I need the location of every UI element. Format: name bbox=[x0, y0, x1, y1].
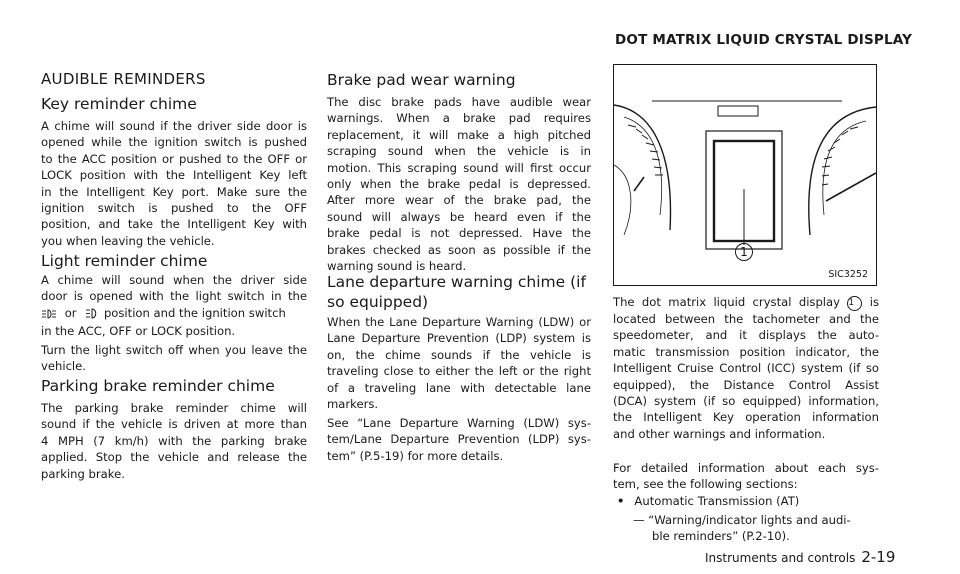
intro-line-1-b: is bbox=[869, 295, 880, 309]
lane-departure-heading bbox=[327, 272, 586, 312]
audible-reminders-title: AUDIBLE REMINDERS bbox=[41, 70, 206, 88]
lane-heading-line-2: so equipped) bbox=[327, 293, 429, 311]
key-line-5: in the Intelligent Key port. Make sure the bbox=[41, 184, 307, 199]
brake-line-1: The disc brake pads have audible wear bbox=[327, 95, 591, 109]
key-line-4: LOCK position with the Intelligent Key left bbox=[41, 168, 307, 183]
brake-pad-paragraph bbox=[327, 94, 591, 274]
see-line-3: tem” (P.5-19) for more details. bbox=[327, 448, 504, 463]
page-number: 2-19 bbox=[861, 548, 896, 566]
parking-brake-paragraph bbox=[41, 400, 307, 482]
parking-line-1: The parking brake reminder chime will bbox=[41, 401, 307, 415]
lane-line-1: When the Lane Departure Warning (LDW) or bbox=[327, 315, 591, 329]
sub-line-1: — “Warning/indicator lights and audi- bbox=[633, 513, 851, 527]
intro-line-3: matic transmission position indicator, the bbox=[613, 344, 879, 359]
brake-pad-heading: Brake pad wear warning bbox=[327, 71, 516, 89]
brake-line-4: scraping sound when the vehicle is in bbox=[327, 144, 591, 159]
detail-line-2: tem, see the following sections: bbox=[613, 477, 798, 492]
brake-line-7: After more wear of the brake pad, the bbox=[327, 193, 591, 208]
intro-rest-lines bbox=[613, 311, 879, 442]
sub-reference bbox=[633, 512, 879, 545]
parking-line-5: parking brake. bbox=[41, 466, 125, 481]
footer-section: Instruments and controls bbox=[705, 551, 856, 565]
intro-line-4: Intelligent Cruise Control (ICC) system (if so bbox=[613, 361, 879, 376]
light-line-1: A chime will sound when the driver side bbox=[41, 273, 307, 287]
bullet-dot: • bbox=[617, 494, 625, 508]
key-line-3: to the ACC position or pushed to the OFF or bbox=[41, 151, 307, 166]
lane-see-reference bbox=[327, 415, 591, 464]
lane-departure-paragraph bbox=[327, 314, 591, 412]
light-p2-line-2: vehicle. bbox=[41, 359, 86, 374]
key-reminder-heading: Key reminder chime bbox=[41, 95, 197, 113]
intro-line-6: (DCA) system (if so equipped) information, bbox=[613, 394, 879, 409]
key-line-2: opened while the ignition switch is pushed bbox=[41, 135, 307, 150]
brake-line-6: only when the brake pedal is depressed. bbox=[327, 177, 591, 192]
key-line-6: ignition switch is pushed to the OFF bbox=[41, 201, 307, 216]
intro-line-7: the Intelligent Key operation information bbox=[613, 410, 879, 425]
lane-line-5: of a traveling lane with detectable lane bbox=[327, 380, 591, 395]
light-reminder-paragraph bbox=[41, 272, 307, 340]
light-line-3-rest: position and the ignition switch bbox=[103, 305, 286, 320]
brake-line-2: warnings. When a brake pad requires bbox=[327, 111, 591, 126]
see-line-1: See “Lane Departure Warning (LDW) sys- bbox=[327, 416, 591, 430]
lane-line-3: on, the chime sounds if the vehicle is bbox=[327, 347, 591, 362]
light-line-2: door is opened with the light switch in the bbox=[41, 289, 307, 304]
key-line-8: you when leaving the vehicle. bbox=[41, 233, 215, 248]
brake-line-10: brakes checked as soon as possible if the bbox=[327, 242, 591, 257]
intro-line-5: equipped), the Distance Control Assist bbox=[613, 377, 879, 392]
light-line-3 bbox=[41, 305, 307, 323]
see-line-2: tem/Lane Departure Prevention (LDP) sys- bbox=[327, 432, 591, 447]
light-p2-line-1: Turn the light switch off when you leave the bbox=[41, 343, 307, 357]
intro-line-1-a: The dot matrix liquid crystal display bbox=[613, 295, 840, 309]
intro-line-1: located between the tachometer and the bbox=[613, 312, 879, 326]
lane-line-4: traveling close to either the left or the right bbox=[327, 364, 591, 379]
dot-matrix-intro bbox=[613, 294, 879, 442]
bullet-at bbox=[617, 494, 799, 508]
light-reminder-heading: Light reminder chime bbox=[41, 252, 208, 270]
intro-line-8: and other warnings and information. bbox=[613, 426, 826, 441]
intro-callout-1: 1 bbox=[847, 296, 862, 311]
lane-line-6: markers. bbox=[327, 397, 379, 412]
brake-line-8: sound will always be heard even if the bbox=[327, 209, 591, 224]
key-line-7: position, and take the Intelligent Key with bbox=[41, 217, 307, 232]
parking-line-4: applied. Stop the vehicle and release the bbox=[41, 450, 307, 465]
instrument-cluster-figure bbox=[613, 64, 877, 286]
brake-line-5: motion. This scraping sound will first occur bbox=[327, 160, 591, 175]
brake-line-3: replacement, it will make a high pitched bbox=[327, 127, 591, 142]
intro-line-2: speedometer, and it displays the auto- bbox=[613, 328, 879, 343]
intro-line-1 bbox=[613, 294, 879, 311]
detail-paragraph bbox=[613, 460, 879, 493]
sub-line-2: ble reminders” (P.2-10). bbox=[652, 529, 790, 544]
parking-brake-heading: Parking brake reminder chime bbox=[41, 377, 275, 395]
figure-code: SIC3252 bbox=[828, 269, 868, 280]
lane-line-2: Lane Departure Prevention (LDP) system is bbox=[327, 331, 591, 346]
light-or-text: or bbox=[64, 305, 77, 320]
brake-line-11: warning sound is heard. bbox=[327, 259, 467, 274]
bullet-text: Automatic Transmission (AT) bbox=[634, 494, 800, 508]
parking-line-2: sound if the vehicle is driven at more than bbox=[41, 417, 307, 432]
key-reminder-paragraph bbox=[41, 118, 307, 249]
lane-heading-line-1: Lane departure warning chime (if bbox=[327, 273, 586, 291]
headlight-icon bbox=[41, 307, 57, 323]
dot-matrix-title: DOT MATRIX LIQUID CRYSTAL DISPLAY bbox=[615, 32, 913, 48]
page-footer bbox=[705, 548, 895, 566]
figure-callout-1: 1 bbox=[735, 243, 753, 261]
light-line-4: in the ACC, OFF or LOCK position. bbox=[41, 324, 236, 339]
parking-line-3: 4 MPH (7 km/h) with the parking brake bbox=[41, 433, 307, 448]
brake-line-9: brake pedal is not depressed. Have the bbox=[327, 226, 591, 241]
headlight-auto-icon bbox=[84, 307, 100, 323]
detail-line-1: For detailed information about each sys- bbox=[613, 461, 879, 475]
key-line-1: A chime will sound if the driver side door is bbox=[41, 119, 307, 133]
light-switch-paragraph bbox=[41, 342, 307, 375]
